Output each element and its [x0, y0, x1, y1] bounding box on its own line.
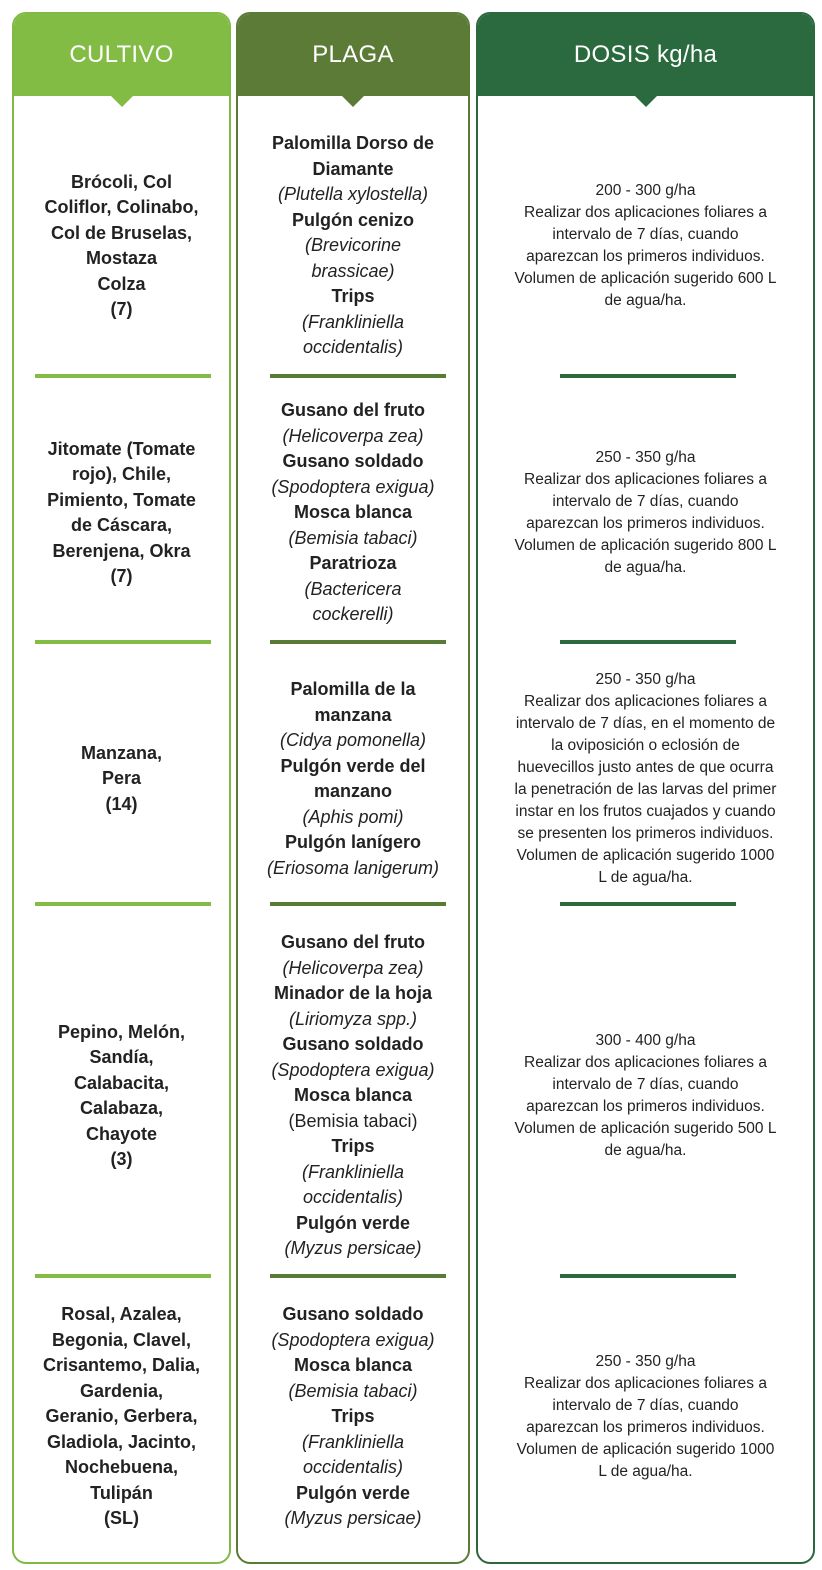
crop-line: Chayote — [85, 1123, 157, 1144]
pest-scientific-name: (Bemisia tabaci) — [288, 1380, 418, 1401]
dose-instructions-line: Volumen de aplicación sugerido 1000 — [516, 1441, 775, 1458]
crop-line: (7) — [110, 299, 133, 319]
row-divider — [560, 902, 736, 906]
pest-common-name: Pulgón cenizo — [291, 209, 414, 230]
pest-scientific-name: (Helicoverpa zea) — [282, 425, 424, 446]
plaga-column — [236, 12, 470, 1564]
pest-scientific-name: (Plutella xylostella) — [277, 184, 429, 205]
dose-instructions-line: Realizar dos aplicaciones foliares a — [524, 693, 767, 710]
row-divider — [560, 1274, 736, 1278]
pest-common-name: Gusano soldado — [282, 1304, 424, 1325]
pest-scientific-name: (Spodoptera exigua) — [271, 1059, 435, 1080]
row-divider — [35, 902, 211, 906]
dose-instructions-line: Realizar dos aplicaciones foliares a — [524, 204, 767, 221]
pest-common-name: Gusano soldado — [282, 1034, 424, 1055]
pest-common-name: manzana — [314, 704, 392, 725]
dose-instructions-line: Volumen de aplicación sugerido 800 L — [514, 537, 777, 554]
dose-instructions-line: intervalo de 7 días, cuando — [552, 1076, 739, 1093]
dose-instructions-line: la penetración de las larvas del primer — [514, 781, 777, 798]
pest-scientific-name: (Frankliniella — [301, 1161, 405, 1182]
dose-instructions-line: Realizar dos aplicaciones foliares a — [524, 1375, 767, 1392]
dose-instructions-line: L de agua/ha. — [598, 869, 693, 886]
crop-line: Nochebuena, — [64, 1457, 179, 1478]
pest-scientific-name: occidentalis) — [302, 1187, 404, 1208]
crop-line: de Cáscara, — [70, 515, 173, 535]
pest-cell — [238, 112, 468, 380]
crop-line: Mostaza — [85, 248, 157, 268]
pest-common-name: Pulgón verde — [295, 1482, 411, 1503]
crop-line: (7) — [110, 566, 133, 586]
cultivo-column — [12, 12, 231, 1564]
dosis-header-pointer — [635, 96, 657, 107]
dose-instructions-line: de agua/ha. — [604, 1142, 687, 1159]
dose-instructions-line: intervalo de 7 días, cuando — [552, 226, 739, 243]
cultivo-header: CULTIVO — [14, 14, 229, 96]
pest-common-name: Diamante — [312, 158, 394, 179]
crop-cell — [14, 910, 229, 1282]
pest-scientific-name: (Bactericera — [304, 578, 402, 599]
row-divider — [270, 902, 446, 906]
pest-scientific-name: (Frankliniella — [301, 1431, 405, 1452]
dose-instructions-line: Volumen de aplicación sugerido 1000 — [516, 847, 775, 864]
crop-line: Gladiola, Jacinto, — [46, 1431, 197, 1452]
pest-scientific-name: brassicae) — [311, 260, 395, 281]
dose-rate: 200 - 300 g/ha — [595, 182, 696, 199]
pest-common-name: Mosca blanca — [293, 502, 413, 523]
pest-common-name: Paratrioza — [309, 553, 397, 574]
row-divider — [560, 374, 736, 378]
crop-line: Calabacita, — [73, 1072, 170, 1093]
crop-line: Pimiento, Tomate — [47, 489, 196, 510]
row-divider — [270, 374, 446, 378]
crop-line: Tulipán — [90, 1482, 153, 1503]
pest-common-name: Gusano del fruto — [281, 932, 425, 953]
dose-instructions-line: aparezcan los primeros individuos. — [526, 248, 765, 265]
pest-scientific-name: occidentalis) — [302, 1457, 404, 1478]
crop-cell — [14, 384, 229, 642]
plaga-header-pointer — [342, 96, 364, 107]
pest-scientific-name: occidentalis) — [302, 337, 404, 358]
pest-common-name: Minador de la hoja — [273, 983, 433, 1004]
crop-line: Gardenia, — [79, 1380, 164, 1401]
row-divider — [560, 640, 736, 644]
dose-instructions-line: aparezcan los primeros individuos. — [526, 515, 765, 532]
dose-instructions-line: intervalo de 7 días, en el momento de — [515, 715, 776, 732]
crop-cell — [14, 648, 229, 910]
pest-common-name: Pulgón verde del — [280, 755, 426, 776]
pest-common-name: Trips — [331, 1136, 375, 1157]
dose-instructions-line: de agua/ha. — [604, 292, 687, 309]
pest-common-name: Mosca blanca — [293, 1085, 413, 1106]
row-divider — [35, 1274, 211, 1278]
pest-common-name: Palomilla Dorso de — [271, 133, 435, 154]
crop-line: (SL) — [104, 1508, 139, 1529]
crop-line: Pera — [101, 768, 142, 789]
pest-scientific-name: (Frankliniella — [301, 311, 405, 332]
crop-line: Brócoli, Col — [70, 171, 172, 192]
crop-line: Pepino, Melón, — [57, 1021, 185, 1042]
dose-cell — [478, 384, 813, 642]
pest-common-name: Gusano del fruto — [281, 400, 425, 421]
pest-cell — [238, 910, 468, 1282]
crop-line: rojo), Chile, — [72, 464, 171, 484]
crop-line: (14) — [105, 793, 138, 814]
row-divider — [35, 640, 211, 644]
dose-rate: 300 - 400 g/ha — [595, 1032, 696, 1049]
crop-line: Manzana, — [80, 742, 163, 763]
pest-scientific-name: (Eriosoma lanigerum) — [266, 857, 440, 878]
crop-line: Berenjena, Okra — [52, 540, 191, 561]
dose-instructions-line: Volumen de aplicación sugerido 500 L — [514, 1120, 777, 1137]
row-divider — [270, 1274, 446, 1278]
pest-common-name: Palomilla de la — [290, 679, 416, 699]
pest-common-name: Pulgón verde — [295, 1212, 411, 1233]
pest-common-name: Gusano soldado — [282, 451, 424, 472]
pest-common-name: Trips — [331, 1406, 375, 1427]
pest-common-name: Mosca blanca — [293, 1355, 413, 1376]
pest-cell — [238, 384, 468, 642]
pest-common-name: Pulgón lanígero — [284, 832, 421, 852]
pest-scientific-name: (Helicoverpa zea) — [282, 957, 424, 978]
dose-instructions-line: Realizar dos aplicaciones foliares a — [524, 1054, 767, 1071]
pest-scientific-name: (Myzus persicae) — [284, 1508, 422, 1529]
dose-instructions-line: aparezcan los primeros individuos. — [526, 1098, 765, 1115]
crop-cell — [14, 1276, 229, 1558]
pest-scientific-name: (Bemisia tabaci) — [288, 527, 418, 548]
pest-scientific-name: (Cidya pomonella) — [279, 730, 427, 750]
pest-cell — [238, 1276, 468, 1558]
crop-line: (3) — [110, 1149, 133, 1169]
dose-instructions-line: huevecillos justo antes de que ocurra — [517, 759, 774, 776]
crop-line: Rosal, Azalea, — [61, 1304, 182, 1325]
dosis-header: DOSIS kg/ha — [478, 14, 813, 96]
pest-scientific-name: cockerelli) — [312, 604, 394, 625]
dose-rate: 250 - 350 g/ha — [595, 671, 696, 688]
crop-line: Coliflor, Colinabo, — [44, 197, 199, 217]
crop-line: Col de Bruselas, — [50, 222, 193, 243]
crop-line: Calabaza, — [79, 1098, 164, 1118]
crop-line: Begonia, Clavel, — [51, 1329, 192, 1350]
crop-cell — [14, 112, 229, 380]
dose-instructions-line: intervalo de 7 días, cuando — [552, 493, 739, 510]
pest-scientific-name: (Myzus persicae) — [284, 1238, 422, 1259]
dose-instructions-line: Realizar dos aplicaciones foliares a — [524, 471, 767, 488]
dose-cell — [478, 648, 813, 910]
dose-instructions-line: la oviposición o eclosión de — [551, 737, 740, 754]
dose-rate: 250 - 350 g/ha — [595, 1353, 696, 1370]
pest-common-name: Trips — [331, 286, 375, 307]
dose-cell — [478, 910, 813, 1282]
pest-scientific-name: (Liriomyza spp.) — [288, 1008, 418, 1029]
pest-scientific-name: (Spodoptera exigua) — [271, 1329, 435, 1350]
pest-scientific-name: (Bemisia tabaci) — [288, 1110, 418, 1131]
pest-scientific-name: (Spodoptera exigua) — [271, 476, 435, 497]
plaga-header: PLAGA — [238, 14, 468, 96]
pest-cell — [238, 648, 468, 910]
dosis-column — [476, 12, 815, 1564]
crop-line: Colza — [97, 273, 146, 294]
pest-common-name: manzano — [313, 781, 392, 801]
dose-instructions-line: Volumen de aplicación sugerido 600 L — [514, 270, 777, 287]
dose-instructions-line: se presenten los primeros individuos. — [517, 825, 774, 842]
dose-instructions-line: intervalo de 7 días, cuando — [552, 1397, 739, 1414]
crop-line: Jitomate (Tomate — [47, 438, 196, 459]
pest-scientific-name: (Aphis pomi) — [302, 806, 404, 827]
dose-instructions-line: instar en los frutos cuajados y cuando — [515, 803, 776, 820]
row-divider — [35, 374, 211, 378]
dose-cell — [478, 1276, 813, 1558]
row-divider — [270, 640, 446, 644]
dose-instructions-line: de agua/ha. — [604, 559, 687, 576]
crop-line: Sandía, — [89, 1047, 154, 1067]
dose-instructions-line: L de agua/ha. — [598, 1463, 693, 1480]
crop-line: Geranio, Gerbera, — [45, 1406, 198, 1427]
pest-scientific-name: (Brevicorine — [304, 235, 402, 256]
cultivo-header-pointer — [111, 96, 133, 107]
dose-cell — [478, 112, 813, 380]
crop-line: Crisantemo, Dalia, — [42, 1355, 201, 1376]
dose-rate: 250 - 350 g/ha — [595, 449, 696, 466]
dose-instructions-line: aparezcan los primeros individuos. — [526, 1419, 765, 1436]
